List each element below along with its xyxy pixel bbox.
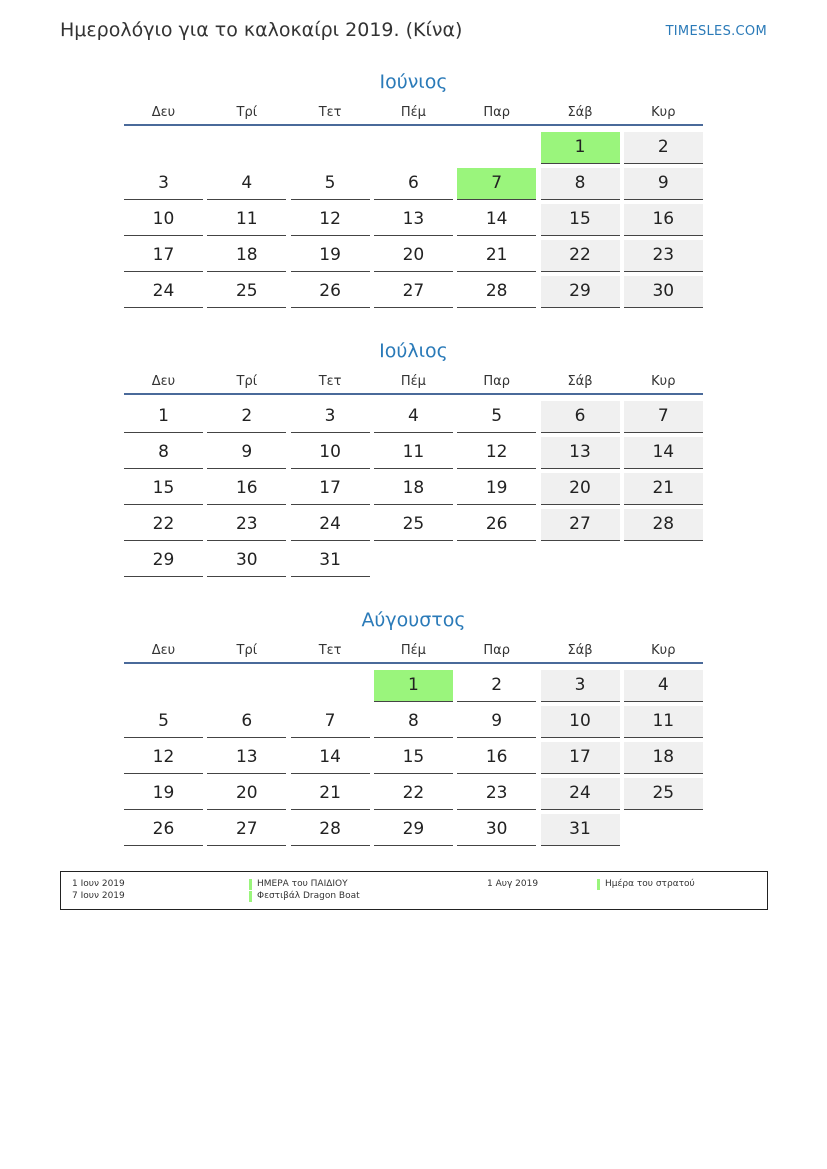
month-title: Ιούλιος (379, 340, 448, 362)
day-cell: 3 (291, 401, 370, 433)
month-title: Αύγουστος (361, 609, 466, 631)
holiday-color-marker (249, 879, 252, 890)
day-cell: 21 (624, 473, 703, 505)
day-cell: 23 (207, 509, 286, 541)
day-cell: 1 (124, 401, 203, 433)
day-cell: 4 (624, 670, 703, 702)
weekday-label: Τρί (236, 374, 258, 389)
day-cell: 19 (457, 473, 536, 505)
legend-date: 1 Ιουν 2019 (72, 879, 125, 889)
brand-link[interactable]: TIMESLES.COM (665, 24, 767, 39)
legend-holiday-name: ΗΜΕΡΑ του ΠΑΙΔΙΟΥ (257, 879, 348, 889)
header-rule (124, 124, 703, 126)
page-title: Ημερολόγιο για το καλοκαίρι 2019. (Κίνα) (60, 19, 463, 41)
day-cell: 11 (374, 437, 453, 469)
weekday-label: Δευ (151, 374, 176, 389)
weekday-label: Δευ (151, 105, 176, 120)
day-cell: 24 (124, 276, 203, 308)
day-cell: 19 (124, 778, 203, 810)
day-cell: 1 (541, 132, 620, 164)
weekday-label: Σάβ (567, 643, 593, 658)
day-cell: 30 (624, 276, 703, 308)
day-cell: 7 (457, 168, 536, 200)
weekday-label: Κυρ (651, 105, 676, 120)
day-cell: 5 (457, 401, 536, 433)
day-cell: 10 (291, 437, 370, 469)
day-cell: 14 (624, 437, 703, 469)
day-cell: 12 (457, 437, 536, 469)
weekday-label: Πέμ (400, 374, 426, 389)
legend-holiday-name: Ημέρα του στρατού (605, 879, 695, 889)
day-cell: 30 (457, 814, 536, 846)
day-cell: 4 (207, 168, 286, 200)
day-cell: 15 (374, 742, 453, 774)
day-cell: 7 (624, 401, 703, 433)
day-cell: 17 (541, 742, 620, 774)
day-cell: 25 (207, 276, 286, 308)
day-cell: 9 (624, 168, 703, 200)
day-cell: 2 (624, 132, 703, 164)
day-cell: 25 (374, 509, 453, 541)
weekday-label: Τρί (236, 105, 258, 120)
day-cell: 13 (207, 742, 286, 774)
weekday-label: Παρ (483, 374, 510, 389)
day-cell: 27 (207, 814, 286, 846)
day-cell: 29 (541, 276, 620, 308)
day-cell: 13 (541, 437, 620, 469)
day-cell: 1 (374, 670, 453, 702)
weekday-label: Κυρ (651, 643, 676, 658)
day-cell: 10 (124, 204, 203, 236)
legend-date: 1 Αυγ 2019 (487, 879, 539, 889)
day-cell: 24 (541, 778, 620, 810)
day-cell: 15 (124, 473, 203, 505)
weekday-label: Τετ (318, 643, 342, 658)
weekday-header (124, 374, 703, 394)
day-cell: 15 (541, 204, 620, 236)
day-cell: 6 (541, 401, 620, 433)
weekday-label: Πέμ (400, 105, 426, 120)
day-cell: 16 (207, 473, 286, 505)
day-cell: 27 (541, 509, 620, 541)
day-cell: 14 (291, 742, 370, 774)
day-cell: 25 (624, 778, 703, 810)
day-cell: 8 (541, 168, 620, 200)
day-cell: 4 (374, 401, 453, 433)
day-cell: 3 (124, 168, 203, 200)
weekday-label: Κυρ (651, 374, 676, 389)
weekday-label: Σάβ (567, 105, 593, 120)
day-cell: 6 (374, 168, 453, 200)
day-cell: 20 (541, 473, 620, 505)
day-cell: 17 (291, 473, 370, 505)
day-cell: 24 (291, 509, 370, 541)
day-cell: 8 (124, 437, 203, 469)
day-cell: 5 (124, 706, 203, 738)
day-cell: 28 (291, 814, 370, 846)
weekday-header (124, 643, 703, 663)
day-cell: 29 (124, 545, 203, 577)
day-cell: 11 (207, 204, 286, 236)
day-cell: 22 (124, 509, 203, 541)
day-cell: 31 (291, 545, 370, 577)
day-cell: 8 (374, 706, 453, 738)
legend-date: 7 Ιουν 2019 (72, 891, 125, 901)
day-cell: 29 (374, 814, 453, 846)
day-cell: 19 (291, 240, 370, 272)
day-cell: 10 (541, 706, 620, 738)
weekday-label: Τετ (318, 374, 342, 389)
day-cell: 6 (207, 706, 286, 738)
weekday-header (124, 105, 703, 125)
day-cell: 3 (541, 670, 620, 702)
day-cell: 7 (291, 706, 370, 738)
day-cell: 18 (207, 240, 286, 272)
holiday-legend (60, 871, 768, 910)
day-cell: 18 (374, 473, 453, 505)
day-cell: 13 (374, 204, 453, 236)
month-title: Ιούνιος (379, 71, 448, 93)
day-cell: 26 (457, 509, 536, 541)
weekday-label: Τρί (236, 643, 258, 658)
day-cell: 14 (457, 204, 536, 236)
day-cell: 12 (291, 204, 370, 236)
holiday-color-marker (249, 891, 252, 902)
day-cell: 27 (374, 276, 453, 308)
day-cell: 21 (457, 240, 536, 272)
weekday-label: Δευ (151, 643, 176, 658)
day-cell: 20 (374, 240, 453, 272)
day-cell: 22 (541, 240, 620, 272)
day-cell: 16 (457, 742, 536, 774)
day-cell: 20 (207, 778, 286, 810)
day-cell: 23 (457, 778, 536, 810)
day-cell: 28 (457, 276, 536, 308)
day-cell: 28 (624, 509, 703, 541)
day-cell: 22 (374, 778, 453, 810)
day-cell: 9 (207, 437, 286, 469)
day-cell: 2 (457, 670, 536, 702)
holiday-color-marker (597, 879, 600, 890)
day-cell: 26 (124, 814, 203, 846)
header-rule (124, 393, 703, 395)
weekday-label: Παρ (483, 643, 510, 658)
day-cell: 16 (624, 204, 703, 236)
weekday-label: Σάβ (567, 374, 593, 389)
day-cell: 18 (624, 742, 703, 774)
header-rule (124, 662, 703, 664)
day-cell: 23 (624, 240, 703, 272)
day-cell: 2 (207, 401, 286, 433)
day-cell: 12 (124, 742, 203, 774)
day-cell: 11 (624, 706, 703, 738)
day-cell: 31 (541, 814, 620, 846)
weekday-label: Τετ (318, 105, 342, 120)
day-cell: 21 (291, 778, 370, 810)
day-cell: 17 (124, 240, 203, 272)
weekday-label: Πέμ (400, 643, 426, 658)
day-cell: 30 (207, 545, 286, 577)
day-cell: 26 (291, 276, 370, 308)
day-cell: 9 (457, 706, 536, 738)
legend-holiday-name: Φεστιβάλ Dragon Boat (257, 891, 360, 901)
weekday-label: Παρ (483, 105, 510, 120)
day-cell: 5 (291, 168, 370, 200)
